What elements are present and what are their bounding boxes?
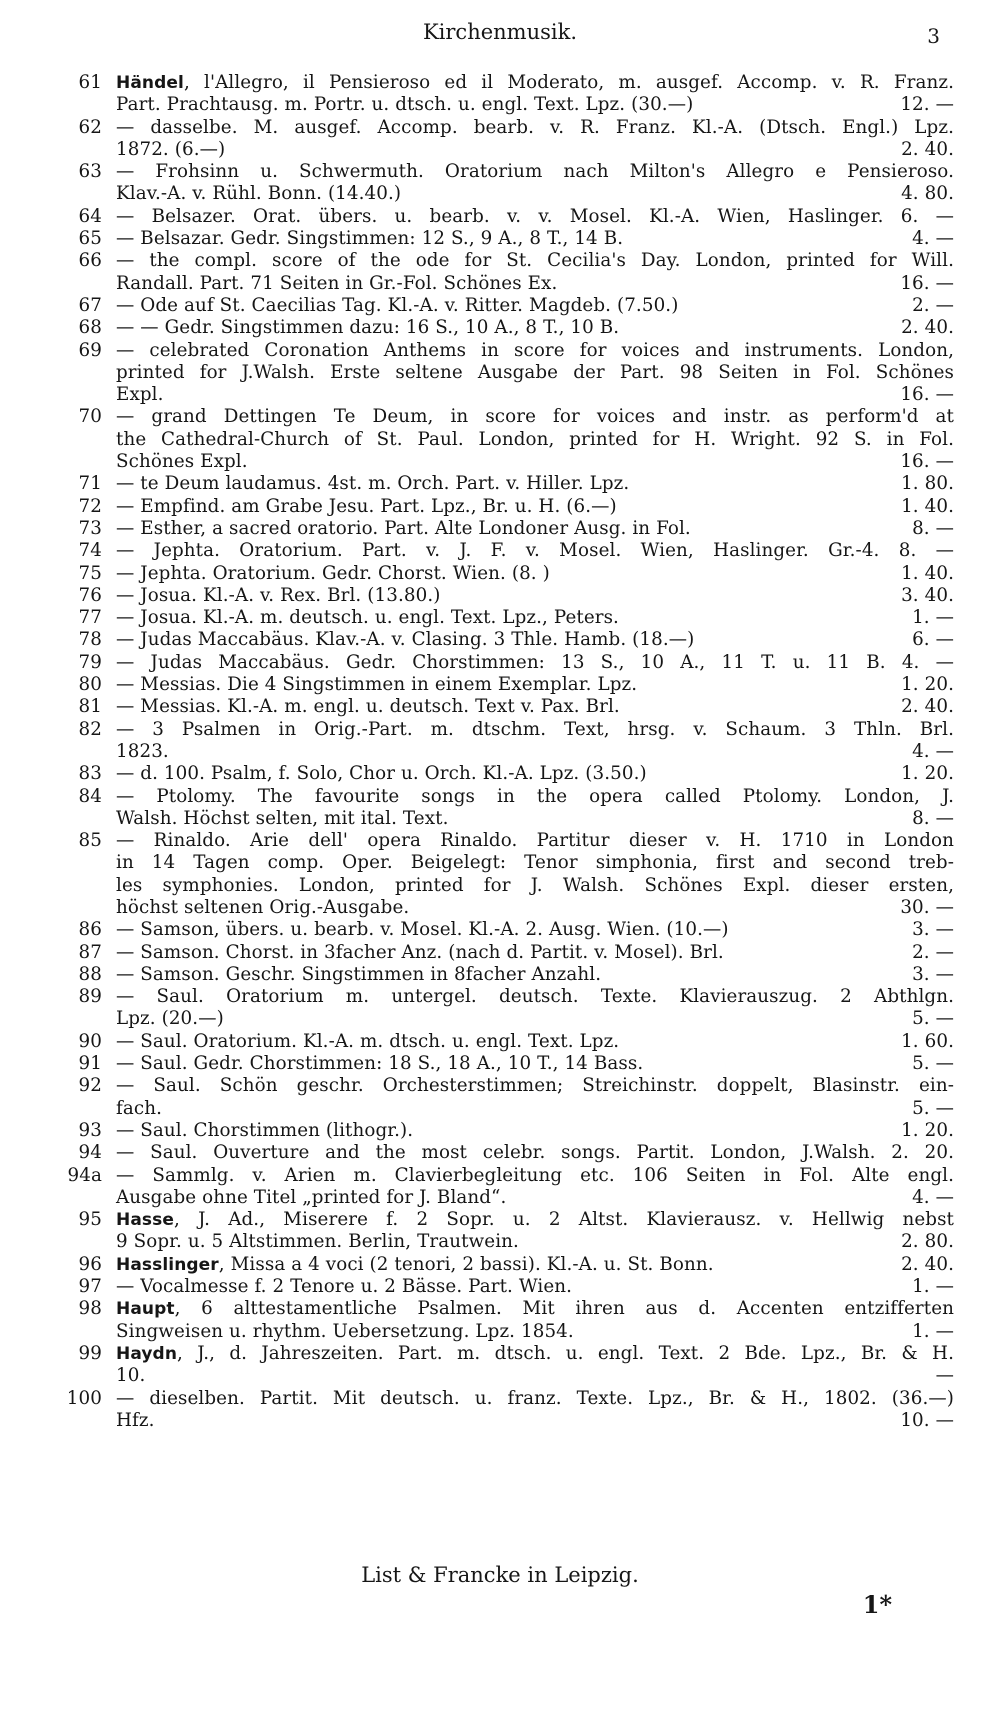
catalog-entry [46,830,954,919]
catalog-entry [46,1254,954,1276]
entry-text: — Empfind. am Grabe Jesu. Part. Lpz., Br. u. H. (6.—) [116,495,617,517]
entry-line [116,1209,954,1231]
entry-price: 6. — [912,629,954,651]
entry-description [116,94,693,116]
entry-text: Hfz. [116,1409,155,1431]
entry-description [116,183,401,205]
entry-description [116,897,409,919]
entry-price: 3. — [912,919,954,941]
entry-line [116,384,954,406]
catalog-entry [46,563,954,585]
catalog-entry [46,696,954,718]
entry-text: , 6 alttestamentliche Psalmen. Mit ihren aus d. Accenten entzifferten [174,1298,954,1320]
entry-price: 1. 60. [901,1030,954,1052]
entry-description [116,1098,162,1120]
entry-text: — Ptolomy. The favourite songs in the opera called Ptolomy. London, J. [116,785,954,807]
entry-line [116,1298,954,1320]
entry-description [116,763,647,785]
composer-name: Hasse [116,1210,174,1231]
entry-number: 98 [78,1298,102,1320]
entry-description [116,1053,643,1075]
entry-line [116,139,954,161]
entry-text: — Saul. Schön geschr. Orchesterstimmen; Streichinstr. doppelt, Blasinstr. ein- [116,1075,954,1097]
entry-line [116,897,954,919]
entry-number: 81 [78,696,102,718]
entry-number: 75 [78,562,102,584]
entry-line [116,1031,954,1053]
entry-number: 74 [78,540,102,562]
entry-line [116,340,954,362]
entry-line [116,808,954,830]
entry-text: — Saul. Gedr. Chorstimmen: 18 S., 18 A., 10 T., 14 Bass. [116,1053,644,1075]
entry-description [116,1410,155,1432]
entry-line [116,1410,954,1432]
entry-text: — Saul. Oratorium m. untergel. deutsch. Texte. Klavierauszug. 2 Abthlgn. [116,986,954,1008]
entry-price: 10. — [900,1409,954,1431]
entry-line [116,1053,954,1075]
page-number: 3 [927,24,940,48]
entry-text: — Frohsinn u. Schwermuth. Oratorium nach Milton's Allegro e Pensieroso. [116,161,954,183]
entry-price: 2. 40. [901,138,954,160]
catalog-entry [46,1053,954,1075]
entry-description [116,384,164,406]
catalog-entry [46,585,954,607]
entry-number: 70 [78,406,102,428]
entry-line [116,1142,954,1164]
entry-price: 5. — [912,1053,954,1075]
entry-line [116,406,954,428]
catalog-entry [46,1142,954,1164]
entry-text: 9 Sopr. u. 5 Altstimmen. Berlin, Trautwein. [116,1231,519,1253]
entry-line [116,206,954,228]
entry-text: — Jephta. Oratorium. Gedr. Chorst. Wien. (8. ) [116,562,550,584]
entry-number: 97 [78,1276,102,1298]
entry-text: Singweisen u. rhythm. Uebersetzung. Lpz. 1854. [116,1320,574,1342]
entry-price: 5. — [912,1097,954,1119]
entry-text: Lpz. (20.—) [116,1008,224,1030]
entry-price: 1. — [912,1320,954,1342]
entry-description [116,1276,572,1298]
entry-text: — Belsazar. Gedr. Singstimmen: 12 S., 9 A., 8 T., 14 B. [116,228,624,250]
entry-text: — — Gedr. Singstimmen dazu: 16 S., 10 A., 8 T., 10 B. [116,317,620,339]
entry-text: Expl. [116,384,164,406]
entry-line [116,473,954,495]
entry-text: — Messias. Die 4 Singstimmen in einem Exemplar. Lpz. [116,674,638,696]
entry-text: — d. 100. Psalm, f. Solo, Chor u. Orch. Kl.-A. Lpz. (3.50.) [116,763,647,785]
entry-line [116,295,954,317]
entry-text: Schönes Expl. [116,451,248,473]
entry-number: 73 [78,517,102,539]
entry-description [116,1120,413,1142]
entry-price: 2. — [912,941,954,963]
entry-description [116,139,225,161]
entry-number: 92 [78,1075,102,1097]
catalog-entry [46,1075,954,1120]
catalog-entries [46,72,954,1432]
entry-text: — Vocalmesse f. 2 Tenore u. 2 Bässe. Part. Wien. [116,1276,573,1298]
entry-line [116,875,954,897]
entry-line [116,1120,954,1142]
entry-number: 96 [78,1253,102,1275]
entry-number: 90 [78,1030,102,1052]
entry-line [116,763,954,785]
entry-price: 5. — [912,1008,954,1030]
entry-number: 78 [78,629,102,651]
entry-price: 1. 20. [901,1119,954,1141]
entry-description [116,317,619,339]
entry-price: 30. — [900,896,954,918]
catalog-entry [46,1165,954,1210]
catalog-entry [46,406,954,473]
entry-number: 89 [78,986,102,1008]
entry-number: 99 [78,1342,102,1364]
catalog-entry [46,1388,954,1433]
entry-line [116,1321,954,1343]
entry-number: 67 [78,294,102,316]
entry-line [116,362,954,384]
entry-text: — Samson. Geschr. Singstimmen in 8facher Anzahl. [116,963,602,985]
entry-text: — Saul. Ouverture and the most celebr. songs. Partit. London, J.Walsh. 2. 20. [116,1142,954,1164]
entry-price: 1. 80. [901,473,954,495]
entry-text: , J., d. Jahreszeiten. Part. m. dtsch. u. engl. Text. 2 Bde. Lpz., Br. & H. [177,1342,954,1364]
entry-line [116,1365,954,1387]
entry-text: — Samson, übers. u. bearb. v. Mosel. Kl.-A. 2. Ausg. Wien. (10.—) [116,919,729,941]
entry-price: 12. — [900,94,954,116]
entry-line [116,161,954,183]
entry-number: 87 [78,941,102,963]
entry-description [116,518,691,540]
entry-description [116,585,440,607]
composer-name: Hasslinger [116,1254,219,1275]
catalog-entry [46,117,954,162]
entry-description [116,228,623,250]
entry-price: 3. — [912,963,954,985]
entry-price: 4. — [912,1186,954,1208]
entry-line [116,607,954,629]
entry-line [116,1231,954,1253]
entry-text: — Judas Maccabäus. Gedr. Chorstimmen: 13 S., 10 A., 11 T. u. 11 B. 4. — [116,651,954,673]
entry-text: — 3 Psalmen in Orig.-Part. m. dtschm. Text, hrsg. v. Schaum. 3 Thln. Brl. [116,718,954,740]
entry-line [116,1165,954,1187]
entry-number: 79 [78,651,102,673]
entry-line [116,1254,954,1276]
catalog-entry [46,719,954,764]
entry-text: — Judas Maccabäus. Klav.-A. v. Clasing. 3 Thle. Hamb. (18.—) [116,629,695,651]
catalog-entry [46,1343,954,1388]
entry-number: 85 [78,830,102,852]
entry-price: 8. — [912,807,954,829]
entry-text: — the compl. score of the ode for St. Cecilia's Day. London, printed for Will. [116,250,954,272]
entry-line [116,1276,954,1298]
entry-description [116,629,694,651]
entry-text: , Missa a 4 voci (2 tenori, 2 bassi). Kl.-A. u. St. Bonn. [218,1253,714,1275]
composer-name: Haupt [116,1299,175,1320]
entry-price: 1. 40. [901,562,954,584]
entry-text: — dieselben. Partit. Mit deutsch. u. franz. Texte. Lpz., Br. & H., 1802. (36.—) [116,1387,954,1409]
entry-description [116,964,601,986]
entry-number: 64 [78,205,102,227]
entry-number: 100 [66,1387,102,1409]
entry-number: 71 [78,473,102,495]
entry-price: 1. 20. [901,763,954,785]
entry-price: 3. 40. [901,584,954,606]
entry-text: — grand Dettingen Te Deum, in score for voices and instr. as perform'd at [116,406,954,428]
catalog-entry [46,652,954,674]
entry-number: 88 [78,963,102,985]
entry-number: 83 [78,763,102,785]
entry-description [116,1008,224,1030]
entry-price: 2. 40. [901,696,954,718]
entry-line [116,942,954,964]
entry-number: 80 [78,674,102,696]
entry-text: fach. [116,1097,162,1119]
entry-text: — dasselbe. M. ausgef. Accomp. bearb. v. R. Franz. Kl.-A. (Dtsch. Engl.) Lpz. [116,116,954,138]
entry-description [116,496,617,518]
entry-line [116,117,954,139]
entry-text: — Josua. Kl.-A. m. deutsch. u. engl. Text. Lpz., Peters. [116,607,619,629]
catalog-entry [46,1298,954,1343]
entry-text: — Belsazer. Orat. übers. u. bearb. v. v. Mosel. Kl.-A. Wien, Haslinger. 6. — [116,205,954,227]
entry-text: 1823. [116,740,169,762]
entry-text: — Samson. Chorst. in 3facher Anz. (nach d. Partit. v. Mosel). Brl. [116,941,724,963]
catalog-entry [46,540,954,562]
entry-text: — Ode auf St. Caecilias Tag. Kl.-A. v. Ritter. Magdeb. (7.50.) [116,294,679,316]
catalog-entry [46,629,954,651]
entry-description [116,674,637,696]
entry-line [116,1187,954,1209]
entry-line [116,1343,954,1365]
entry-description [116,1187,506,1209]
entry-number: 77 [78,607,102,629]
catalog-entry [46,674,954,696]
entry-price: 16. — [900,272,954,294]
entry-description [116,696,620,718]
catalog-entry [46,161,954,206]
publisher-footer: List & Francke in Leipzig. [361,1563,639,1587]
entry-number: 95 [78,1209,102,1231]
catalog-entry [46,295,954,317]
catalog-entry [46,1031,954,1053]
entry-line [116,1388,954,1410]
entry-price: 2. 40. [901,1253,954,1275]
entry-number: 72 [78,495,102,517]
entry-number: 62 [78,116,102,138]
catalog-entry [46,250,954,295]
entry-price: 1. — [912,1276,954,1298]
entry-number: 76 [78,584,102,606]
entry-text: the Cathedral-Church of St. Paul. London, printed for H. Wright. 92 S. in Fol. [116,428,954,450]
entry-description [116,1254,714,1276]
entry-line [116,1098,954,1120]
entry-line [116,786,954,808]
entry-description [116,919,729,941]
entry-text: — Josua. Kl.-A. v. Rex. Brl. (13.80.) [116,584,441,606]
entry-number: 84 [78,785,102,807]
entry-text: — Saul. Chorstimmen (lithogr.). [116,1119,414,1141]
entry-text: 1872. (6.—) [116,138,226,160]
entry-line [116,719,954,741]
catalog-entry [46,473,954,495]
entry-price: 16. — [900,384,954,406]
catalog-entry [46,763,954,785]
page-header [60,20,940,60]
entry-number: 63 [78,161,102,183]
entry-line [116,652,954,674]
entry-text: — celebrated Coronation Anthems in score for voices and instruments. London, [116,339,954,361]
entry-description [116,563,550,585]
composer-name: Haydn [116,1343,178,1364]
entry-description [116,741,169,763]
entry-description [116,473,629,495]
entry-line [116,540,954,562]
entry-line [116,741,954,763]
entry-description [116,273,557,295]
catalog-entry [46,317,954,339]
entry-number: 94a [67,1164,102,1186]
entry-text: — te Deum laudamus. 4st. m. Orch. Part. v. Hiller. Lpz. [116,473,630,495]
entry-line [116,919,954,941]
entry-text: Klav.-A. v. Rühl. Bonn. (14.40.) [116,183,402,205]
catalog-entry [46,1276,954,1298]
catalog-entry [46,964,954,986]
entry-text: — Saul. Oratorium. Kl.-A. m. dtsch. u. engl. Text. Lpz. [116,1030,620,1052]
entry-text: les symphonies. London, printed for J. Walsh. Schönes Expl. dieser ersten, [116,874,954,896]
entry-line [116,451,954,473]
catalog-entry [46,1209,954,1254]
entry-number: 94 [78,1142,102,1164]
entry-description [116,808,449,830]
entry-price: 1. 40. [901,495,954,517]
catalog-entry [46,518,954,540]
catalog-entry [46,340,954,407]
entry-price: 1. 20. [901,674,954,696]
entry-line [116,629,954,651]
entry-text: — Rinaldo. Arie dell' opera Rinaldo. Partitur dieser v. H. 1710 in London [116,830,954,852]
entry-price: 2. 80. [901,1231,954,1253]
entry-description [116,295,678,317]
entry-description [116,451,248,473]
entry-line [116,273,954,295]
catalog-entry [46,496,954,518]
entry-text: Walsh. Höchst selten, mit ital. Text. [116,807,449,829]
entry-line [116,585,954,607]
entry-line [116,563,954,585]
entry-line [116,496,954,518]
catalog-entry [46,206,954,228]
signature-mark: 1* [862,1590,892,1619]
entry-description [116,607,619,629]
catalog-entry [46,942,954,964]
entry-text: , l'Allegro, il Pensieroso ed il Moderato, m. ausgef. Accomp. v. R. Franz. [183,72,954,93]
entry-text: Part. Prachtausg. m. Portr. u. dtsch. u. engl. Text. Lpz. (30.—) [116,94,694,116]
entry-price: 2. — [912,294,954,316]
entry-number: 65 [78,228,102,250]
entry-text: printed for J.Walsh. Erste seltene Ausgabe der Part. 98 Seiten in Fol. Schönes [116,361,954,383]
entry-price: 4. — [912,228,954,250]
entry-text: — Esther, a sacred oratorio. Part. Alte Londoner Ausg. in Fol. [116,517,691,539]
entry-line [116,964,954,986]
entry-line [116,1008,954,1030]
entry-description [116,1231,519,1253]
entry-text: — Messias. Kl.-A. m. engl. u. deutsch. Text v. Pax. Brl. [116,696,620,718]
entry-number: 91 [78,1053,102,1075]
composer-name: Händel [116,73,184,93]
entry-line [116,830,954,852]
entry-line [116,183,954,205]
entry-description [116,1031,619,1053]
page-title: Kirchenmusik. [422,20,577,44]
entry-line [116,317,954,339]
entry-price: 8. — [912,517,954,539]
catalog-entry [46,607,954,629]
entry-text: in 14 Tagen comp. Oper. Beigelegt: Tenor simphonia, first and second treb- [116,852,954,874]
entry-line [116,94,954,116]
entry-text: — Jephta. Oratorium. Part. v. J. F. v. Mosel. Wien, Haslinger. Gr.-4. 8. — [116,540,954,562]
entry-number: 82 [78,718,102,740]
catalog-entry [46,72,954,117]
entry-line [116,986,954,1008]
entry-price: 4. — [912,740,954,762]
catalog-entry [46,986,954,1031]
entry-number: 66 [78,250,102,272]
entry-number: 61 [78,72,102,93]
entry-line [116,852,954,874]
entry-line [116,250,954,272]
entry-line [116,674,954,696]
catalog-entry [46,1120,954,1142]
entry-text: Randall. Part. 71 Seiten in Gr.-Fol. Schönes Ex. [116,272,558,294]
entry-price: 1. — [912,607,954,629]
entry-price: 4. 80. [901,183,954,205]
entry-line [116,429,954,451]
entry-price: 16. — [900,451,954,473]
entry-text: höchst seltenen Orig.-Ausgabe. [116,896,410,918]
catalog-entry [46,786,954,831]
entry-line [116,72,954,94]
entry-text: , J. Ad., Miserere f. 2 Sopr. u. 2 Altst. Klavierausz. v. Hellwig nebst [173,1209,954,1231]
catalog-entry [46,228,954,250]
entry-price: 2. 40. [901,317,954,339]
entry-number: 93 [78,1119,102,1141]
entry-number: 68 [78,317,102,339]
entry-text: 10. — [116,1365,954,1387]
entry-text: Ausgabe ohne Titel „printed for J. Bland“. [116,1186,507,1208]
entry-text: — Sammlg. v. Arien m. Clavierbegleitung etc. 106 Seiten in Fol. Alte engl. [116,1164,954,1186]
entry-line [116,1075,954,1097]
entry-line [116,228,954,250]
catalog-entry [46,919,954,941]
entry-line [116,696,954,718]
entry-number: 69 [78,339,102,361]
entry-description [116,942,724,964]
entry-line [116,518,954,540]
entry-description [116,1321,574,1343]
entry-number: 86 [78,919,102,941]
